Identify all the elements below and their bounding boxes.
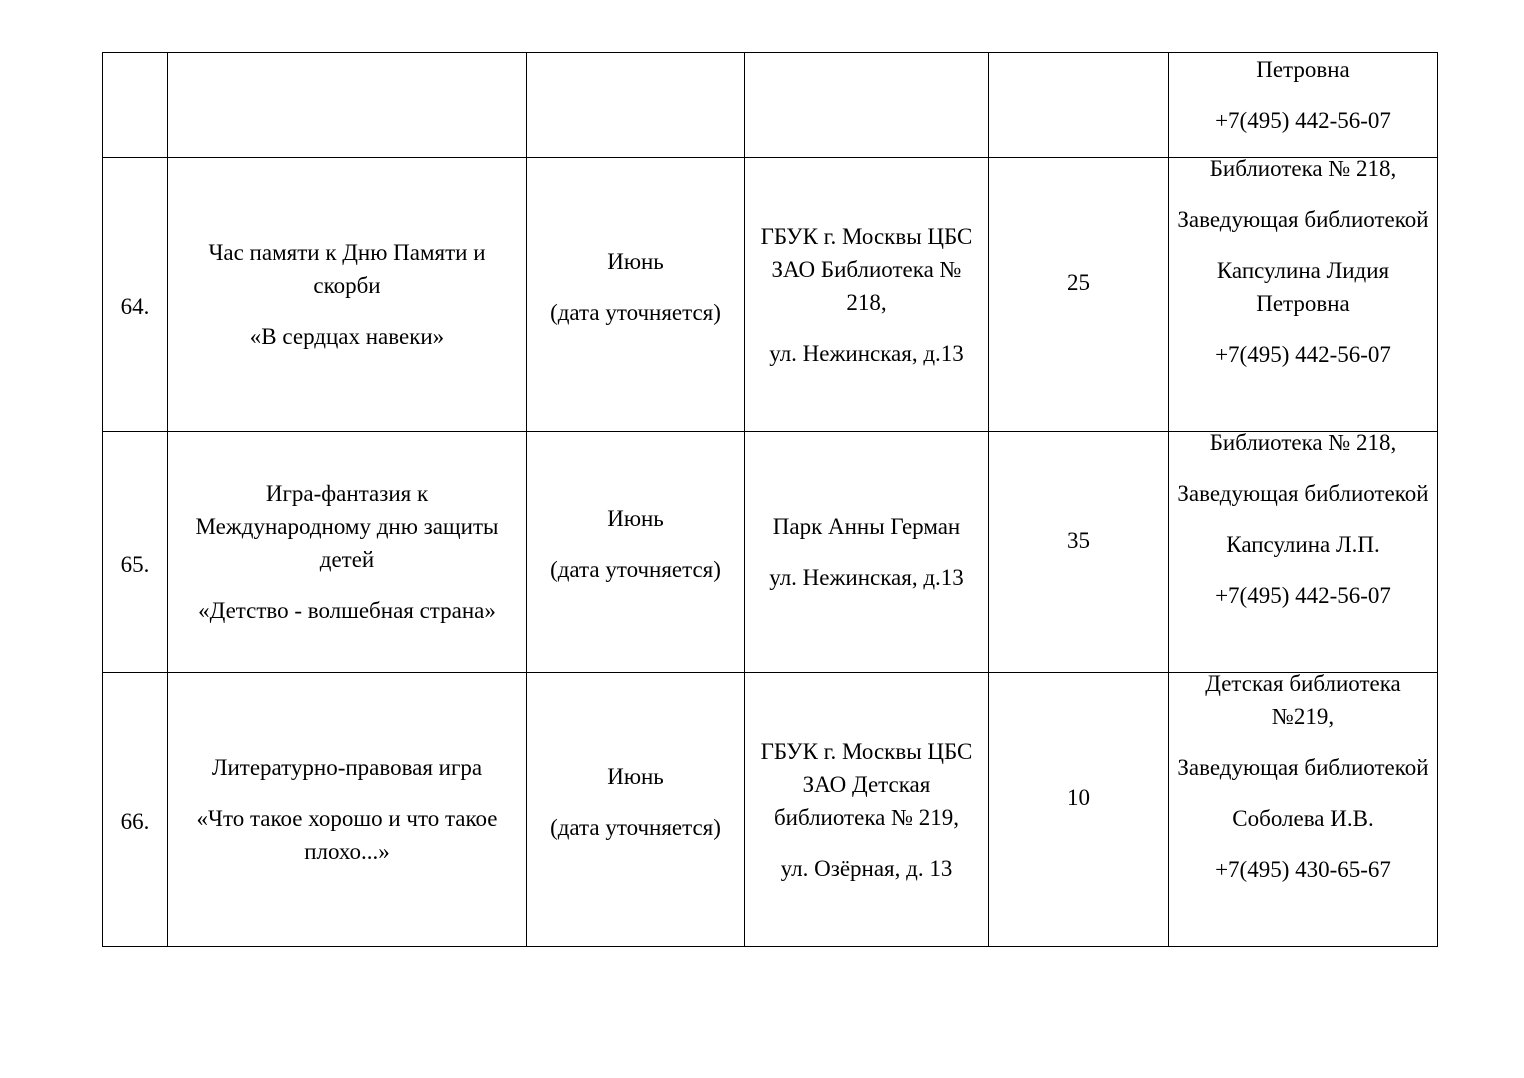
event-place-cell (745, 432, 989, 673)
event-name-cell (168, 432, 527, 673)
event-name-cell (168, 673, 527, 947)
table-row (103, 53, 1438, 158)
participants-count: 10 (1067, 785, 1090, 810)
participants-cell (989, 432, 1169, 673)
event-month: Июнь (607, 248, 664, 274)
event-name-cell (168, 53, 527, 158)
event-name-cell (168, 158, 527, 432)
responsible-line: Петровна (1256, 57, 1350, 82)
participants-cell (989, 158, 1169, 432)
row-number-cell (103, 673, 168, 947)
event-address: ул. Нежинская, д.13 (769, 340, 964, 366)
event-title: «Детство - волшебная страна» (198, 598, 496, 623)
event-name: Литературно-правовая игра (211, 755, 483, 780)
responsible-phone: +7(495) 442-56-07 (1215, 342, 1391, 367)
event-date-cell (527, 53, 745, 158)
event-date-note: (дата уточняется) (550, 814, 721, 840)
row-number: 64. (120, 294, 150, 319)
participants-count: 25 (1067, 270, 1090, 295)
row-number: 66. (120, 809, 150, 834)
row-number-cell (103, 53, 168, 158)
responsible-phone: +7(495) 430-65-67 (1215, 857, 1391, 882)
event-place-cell (745, 673, 989, 947)
responsible-position: Заведующая библиотекой (1177, 755, 1429, 780)
responsible-cell (1169, 673, 1438, 947)
responsible-cell (1169, 432, 1438, 673)
responsible-person: Капсулина Лидия Петровна (1216, 258, 1390, 316)
event-address: ул. Нежинская, д.13 (769, 565, 964, 590)
responsible-phone: +7(495) 442-56-07 (1215, 583, 1391, 608)
events-table (102, 52, 1438, 947)
event-venue: ГБУК г. Москвы ЦБС ЗАО Детская библиотека № 219, (760, 738, 973, 830)
event-place-cell (745, 158, 989, 432)
participants-cell (989, 53, 1169, 158)
responsible-person: Капсулина Л.П. (1226, 532, 1380, 557)
event-month: Июнь (607, 763, 664, 789)
event-date-note: (дата уточняется) (550, 557, 721, 582)
responsible-library: Библиотека № 218, (1209, 430, 1397, 455)
participants-count: 35 (1067, 527, 1090, 553)
participants-cell (989, 673, 1169, 947)
row-number: 65. (120, 551, 150, 577)
event-title: «В сердцах навеки» (249, 324, 445, 349)
row-number-cell (103, 158, 168, 432)
event-date-cell (527, 673, 745, 947)
event-name: Игра-фантазия к Международному дню защиты детей (195, 481, 499, 572)
responsible-cell (1169, 53, 1438, 158)
event-month: Июнь (607, 506, 664, 531)
responsible-person: Соболева И.В. (1232, 806, 1374, 831)
responsible-cell (1169, 158, 1438, 432)
event-name: Час памяти к Дню Памяти и скорби (208, 240, 486, 298)
event-venue: ГБУК г. Москвы ЦБС ЗАО Библиотека № 218, (760, 223, 973, 315)
responsible-position: Заведующая библиотекой (1177, 481, 1429, 506)
responsible-library: Детская библиотека №219, (1205, 671, 1401, 729)
row-number-cell (103, 432, 168, 673)
event-date-cell (527, 158, 745, 432)
event-title: «Что такое хорошо и что такое плохо...» (196, 806, 498, 864)
responsible-position: Заведующая библиотекой (1177, 207, 1429, 232)
event-date-note: (дата уточняется) (550, 299, 721, 325)
event-date-cell (527, 432, 745, 673)
table-row (103, 432, 1438, 673)
table-row (103, 673, 1438, 947)
table-row (103, 158, 1438, 432)
event-place-cell (745, 53, 989, 158)
responsible-library: Библиотека № 218, (1209, 156, 1397, 181)
event-address: ул. Озёрная, д. 13 (780, 855, 953, 881)
responsible-phone: +7(495) 442-56-07 (1215, 108, 1391, 133)
event-venue: Парк Анны Герман (772, 514, 961, 539)
